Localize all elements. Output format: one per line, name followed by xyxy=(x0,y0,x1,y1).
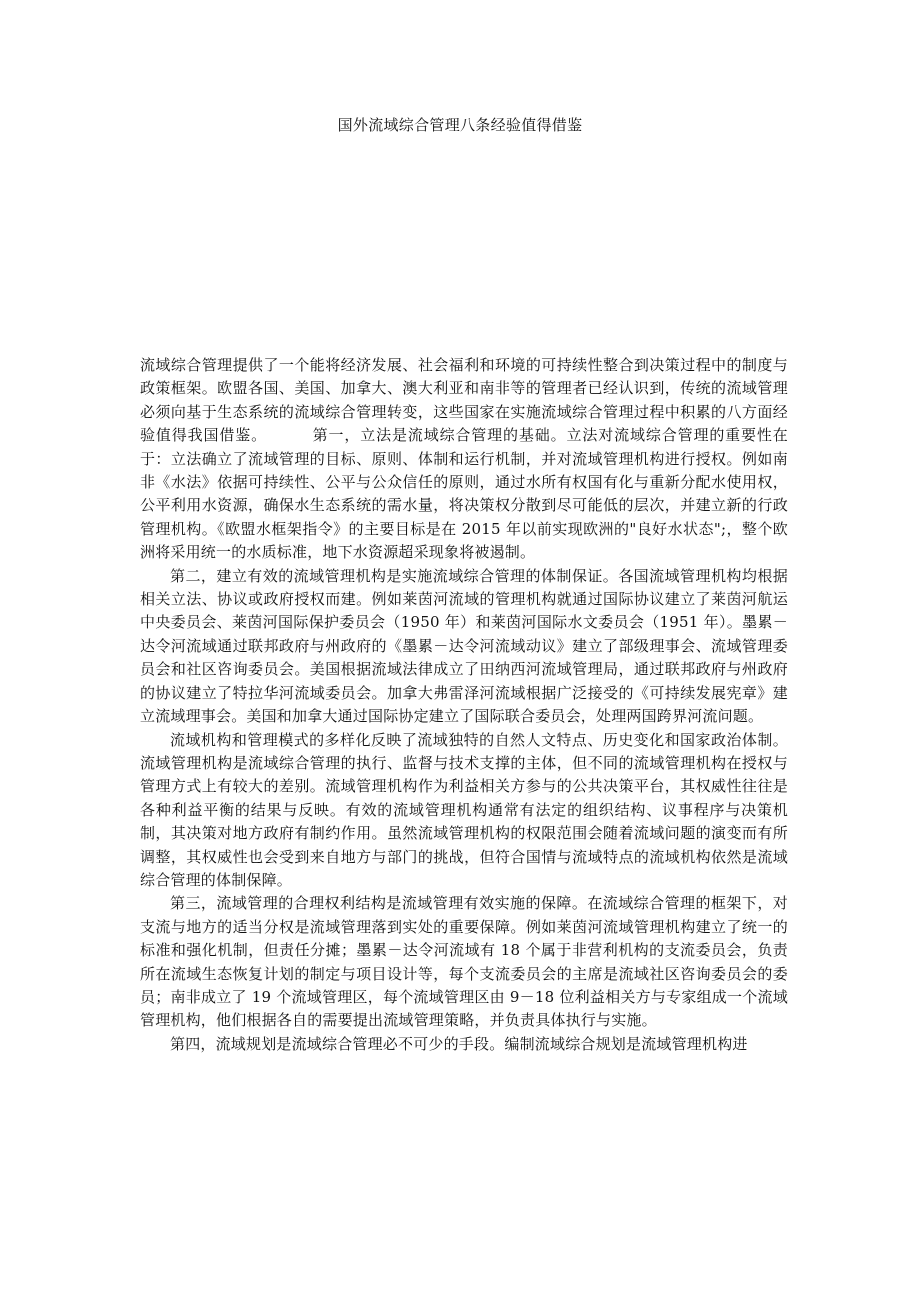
paragraph-point-two: 第二，建立有效的流域管理机构是实施流域综合管理的体制保证。各国流域管理机构均根据相关立法、协议或政府授权而建。例如莱茵河流域的管理机构就通过国际协议建立了莱茵河航运中央委员会、莱茵河国际保护委员会（1950 年）和莱茵河国际水文委员会（1951 年）。墨累－达令河流域通过联邦政府与州政府的《墨累－达令河流域动议》建立了部级理事会、流域管理委员会和社区咨询委员会。美国根据流域法律成立了田纳西河流域管理局，通过联邦政府与州政府的协议建立了特拉华河流域委员会。加拿大弗雷泽河流域根据广泛接受的《可持续发展宪章》建立流域理事会。美国和加拿大通过国际协定建立了国际联合委员会，处理两国跨界河流问题。 xyxy=(140,566,788,726)
paragraph-point-four: 第四，流域规划是流域综合管理必不可少的手段。编制流域综合规划是流域管理机构进 xyxy=(170,1034,748,1053)
document-title: 国外流域综合管理八条经验值得借鉴 xyxy=(337,116,583,134)
document-body xyxy=(140,354,788,1056)
intro-paragraph xyxy=(140,354,788,565)
paragraph-point-three: 第三，流域管理的合理权利结构是流域管理有效实施的保障。在流域综合管理的框架下，对支流与地方的适当分权是流域管理落到实处的重要保障。例如莱茵河流域管理机构建立了统一的标准和强化机制，但责任分摊；墨累－达令河流域有 18 个属于非营利机构的支流委员会，负责所在流域生态恢复计划的制定与项目设计等，每个支流委员会的主席是流域社区咨询委员会的委员；南非成立了 19 个流域管理区，每个流域管理区由 9－18 位利益相关方与专家组成一个流域管理机构，他们根据各自的需要提出流域管理策略，并负责具体执行与实施。 xyxy=(140,894,788,1030)
intro-text: 流域综合管理提供了一个能将经济发展、社会福利和环境的可持续性整合到决策过程中的制度与政策框架。欧盟各国、美国、加拿大、澳大利亚和南非等的管理者已经认识到，传统的流域管理必须向基于生态系统的流域综合管理转变，这些国家在实施流域综合管理过程中积累的八方面经验值得我国借鉴。 xyxy=(140,356,788,445)
paragraph-institutions: 流域机构和管理模式的多样化反映了流域独特的自然人文特点、历史变化和国家政治体制。流域管理机构是流域综合管理的执行、监督与技术支撑的主体，但不同的流域管理机构在授权与管理方式上有较大的差别。流域管理机构作为利益相关方参与的公共决策平台，其权威性往往是各种利益平衡的结果与反映。有效的流域管理机构通常有法定的组织结构、议事程序与决策机制，其决策对地方政府有制约作用。虽然流域管理机构的权限范围会随着流域问题的演变而有所调整，其权威性也会受到来自地方与部门的挑战，但符合国情与流域特点的流域机构依然是流域综合管理的体制保障。 xyxy=(140,730,788,889)
point-one-text: 第一，立法是流域综合管理的基础。立法对流域综合管理的重要性在于：立法确立了流域管理的目标、原则、体制和运行机制，并对流域管理机构进行授权。例如南非《水法》依据可持续性、公平与公众信任的原则，通过水所有权国有化与重新分配水使用权，公平利用水资源，确保水生态系统的需水量，将决策权分散到尽可能低的层次，并建立新的行政管理机构。《欧盟水框架指令》的主要目标是在 2015 年以前实现欧洲的"良好水状态";，整个欧洲将采用统一的水质标准，地下水资源超采现象将被遏制。 xyxy=(140,426,788,562)
